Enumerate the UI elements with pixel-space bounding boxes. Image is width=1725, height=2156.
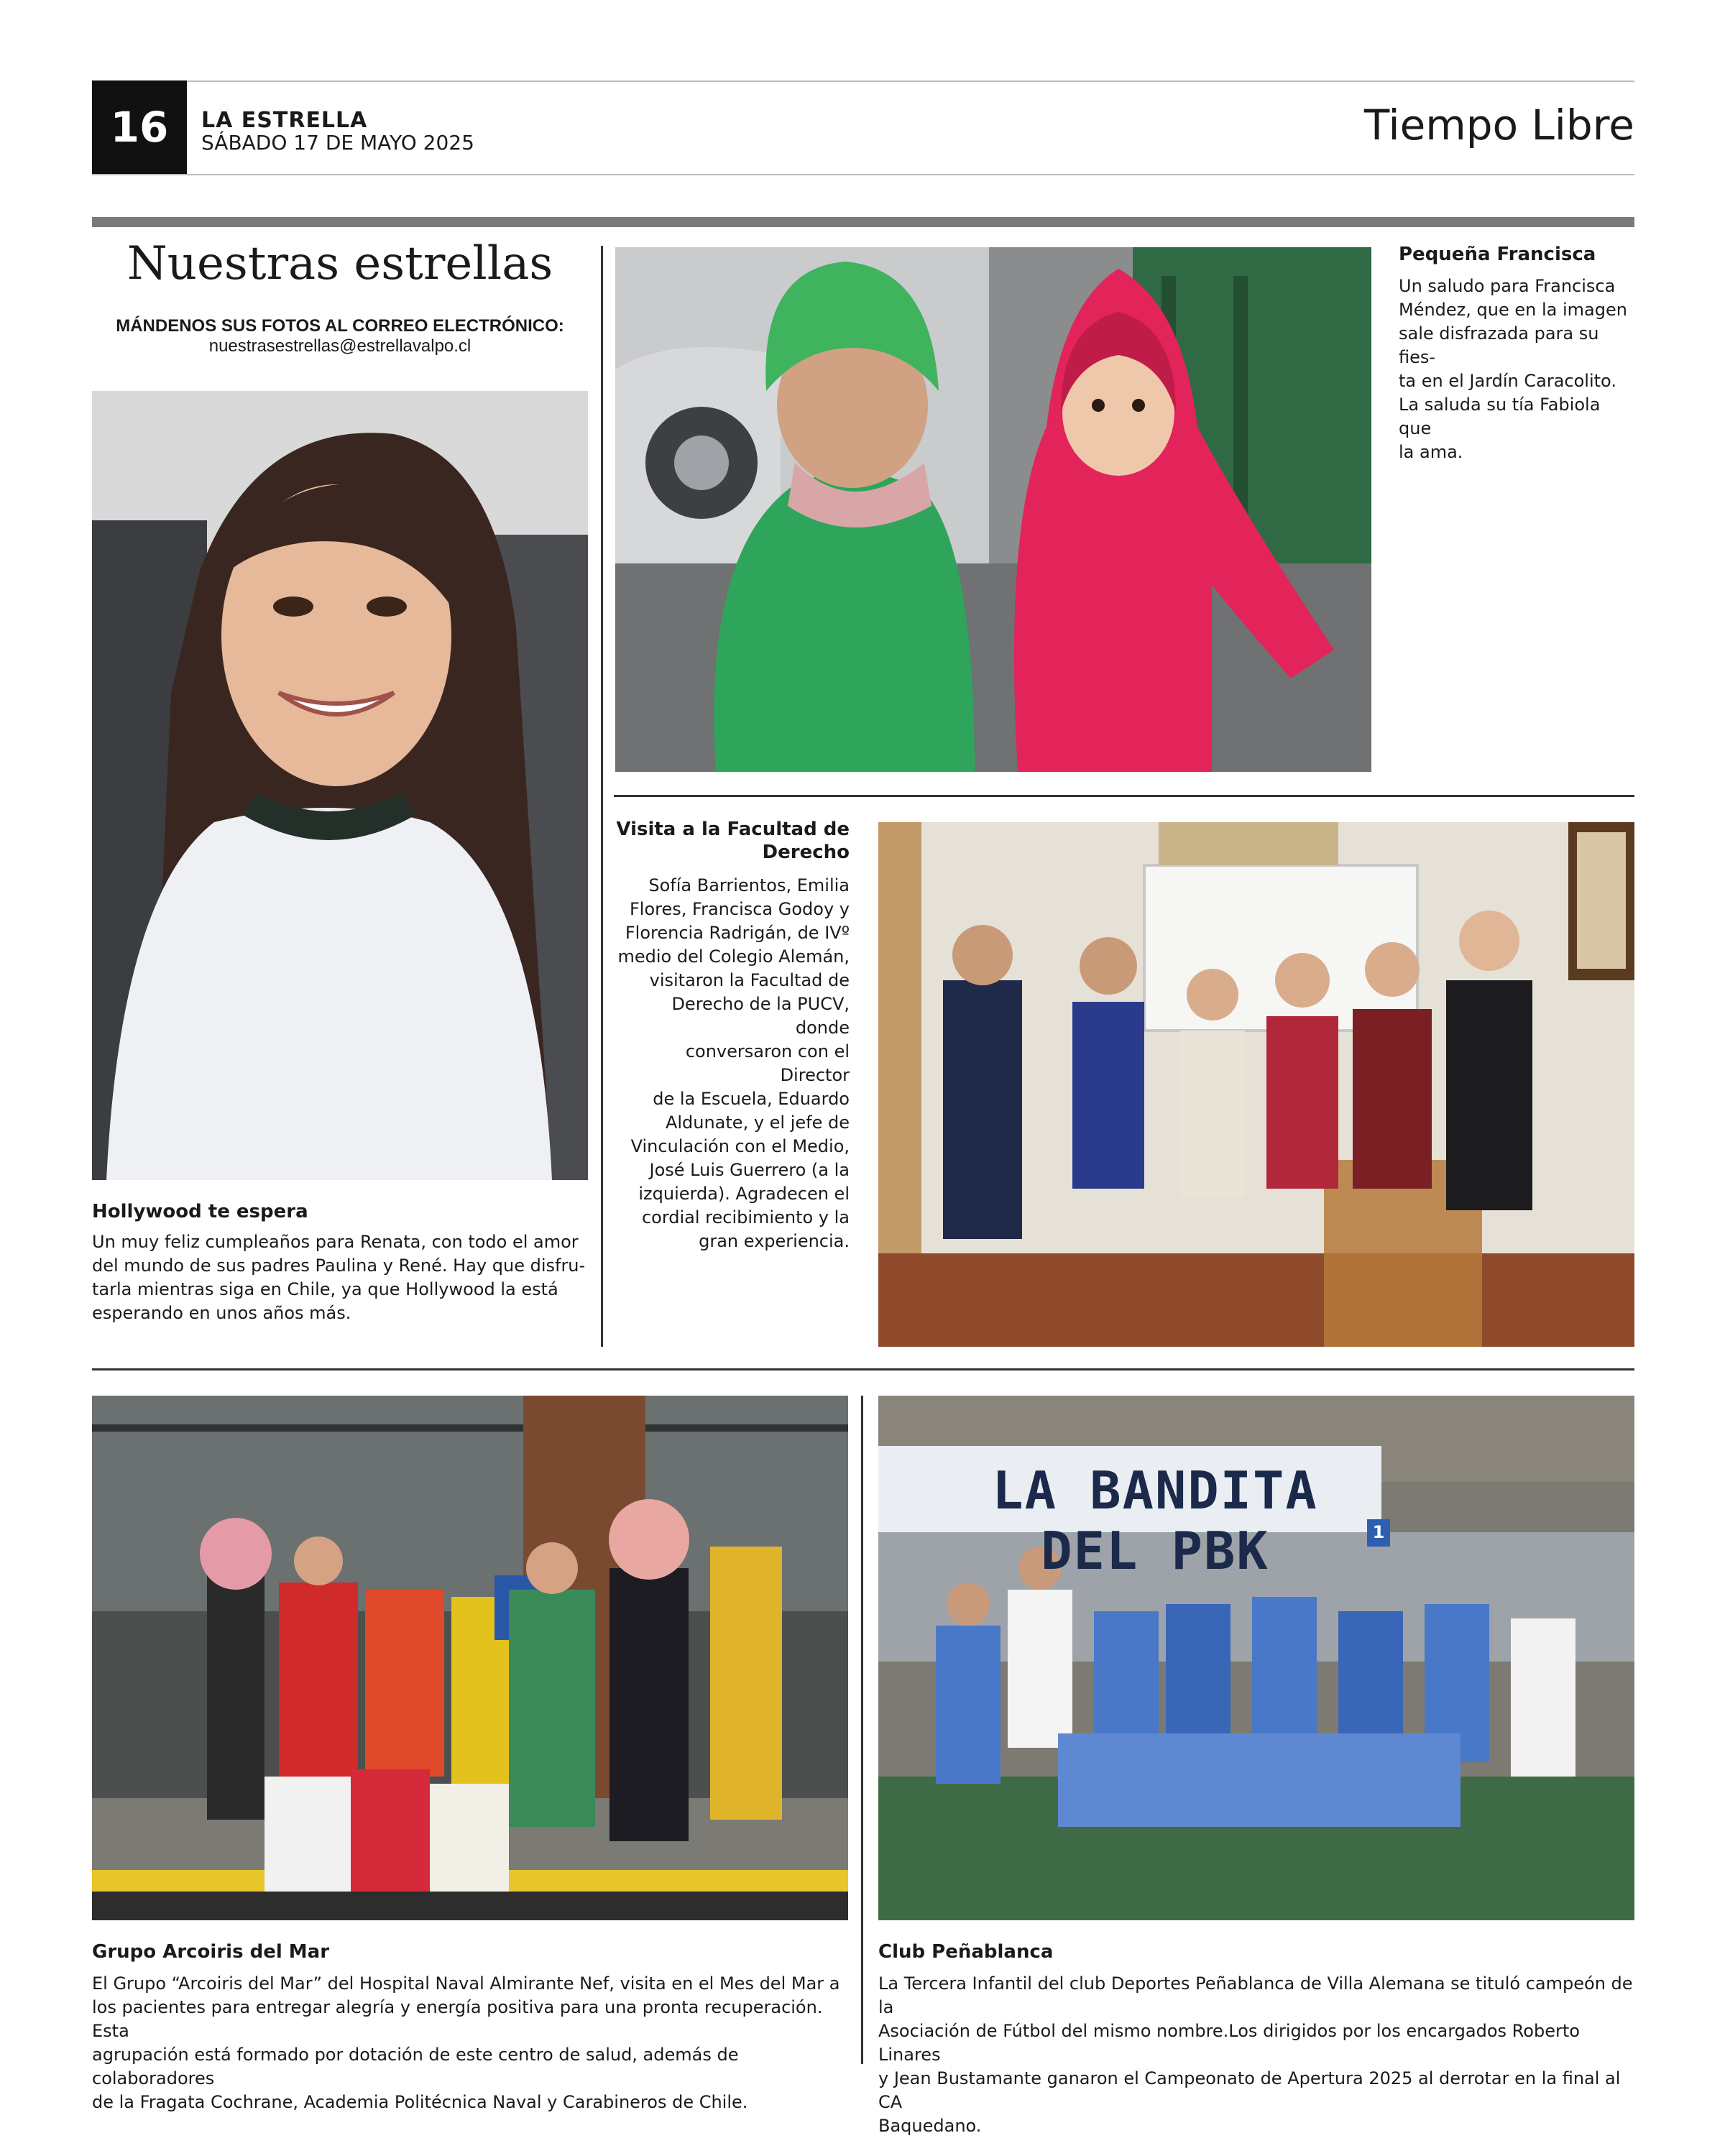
body-line: esperando en unos años más. <box>92 1303 351 1323</box>
body-line: Flores, Francisca Godoy y <box>630 899 850 919</box>
body-line: la ama. <box>1399 442 1463 462</box>
row-divider-middle <box>614 795 1634 797</box>
story-title-francisca: Pequeña Francisca <box>1399 244 1596 265</box>
header-top-rule <box>92 80 1634 82</box>
body-line: los pacientes para entregar alegría y energía positiva para una pronta recuperación. Esta <box>92 1997 823 2041</box>
body-line: José Luis Guerrero (a la <box>649 1160 850 1180</box>
body-line: Aldunate, y el jefe de <box>665 1112 850 1133</box>
page-number: 16 <box>92 80 187 174</box>
body-line: de la Fragata Cochrane, Academia Politécnica Naval y Carabineros de Chile. <box>92 2092 748 2112</box>
photo-penablanca <box>878 1396 1634 1920</box>
photo-arcoiris <box>92 1396 848 1920</box>
story-body-penablanca <box>878 1972 1640 2138</box>
row-divider-lower <box>92 1368 1634 1370</box>
submission-email[interactable]: nuestrasestrellas@estrellavalpo.cl <box>208 336 472 356</box>
story-title-penablanca: Club Peñablanca <box>878 1941 1054 1963</box>
body-line: Un saludo para Francisca <box>1399 276 1616 296</box>
body-line: izquierda). Agradecen el <box>638 1184 850 1204</box>
body-line: ta en el Jardín Caracolito. <box>1399 371 1616 391</box>
body-line: de la Escuela, Eduardo <box>653 1089 850 1109</box>
body-line: conversaron con el Director <box>685 1041 850 1085</box>
section-title: Tiempo Libre <box>1363 101 1634 149</box>
title-line: Derecho <box>762 842 850 863</box>
body-line: Sofía Barrientos, Emilia <box>648 875 850 895</box>
body-line: gran experiencia. <box>699 1231 850 1251</box>
body-line: El Grupo “Arcoiris del Mar” del Hospital Naval Almirante Nef, visita en el Mes del Mar a <box>92 1973 840 1994</box>
title-line: Visita a la Facultad de <box>616 819 850 840</box>
body-line: sale disfrazada para su fies- <box>1399 323 1599 367</box>
newspaper-name: LA ESTRELLA <box>201 108 368 133</box>
body-line: tarla mientras siga en Chile, ya que Hollywood la está <box>92 1279 558 1299</box>
story-body-renata <box>92 1230 588 1325</box>
column-divider-upper <box>601 246 603 1347</box>
section-bar <box>92 217 1634 227</box>
photo-facultad <box>878 822 1634 1347</box>
photo-francisca <box>615 247 1371 772</box>
body-line: La saluda su tía Fabiola que <box>1399 395 1601 438</box>
story-title-renata: Hollywood te espera <box>92 1201 308 1222</box>
body-line: Un muy feliz cumpleaños para Renata, con todo el amor <box>92 1232 579 1252</box>
story-body-arcoiris <box>92 1972 854 2114</box>
body-line: visitaron la Facultad de <box>649 970 850 990</box>
photo-renata <box>92 391 588 1180</box>
body-line: La Tercera Infantil del club Deportes Peñablanca de Villa Alemana se tituló campeón de la <box>878 1973 1633 2017</box>
column-title: Nuestras estrellas <box>126 237 553 290</box>
body-line: del mundo de sus padres Paulina y René. Hay que disfru- <box>92 1256 586 1276</box>
submission-label: MÁNDENOS SUS FOTOS AL CORREO ELECTRÓNICO: <box>116 316 564 336</box>
body-line: Méndez, que en la imagen <box>1399 300 1627 320</box>
body-line: Asociación de Fútbol del mismo nombre.Los dirigidos por los encargados Roberto Linares <box>878 2021 1580 2065</box>
body-line: agrupación está formado por dotación de este centro de salud, además de colaboradores <box>92 2045 739 2088</box>
body-line: Baquedano. <box>878 2116 982 2136</box>
column-divider-lower <box>861 1396 863 2064</box>
banner-text: LA BANDITA DEL PBK <box>992 1460 1318 1581</box>
body-line: medio del Colegio Alemán, <box>617 946 850 967</box>
stadium-sign-number: 1 <box>1372 1522 1385 1542</box>
body-line: Vinculación con el Medio, <box>630 1136 850 1156</box>
story-title-arcoiris: Grupo Arcoiris del Mar <box>92 1941 330 1963</box>
body-line: cordial recibimiento y la <box>641 1207 850 1227</box>
story-body-facultad <box>615 874 850 1253</box>
story-body-francisca <box>1399 275 1636 464</box>
body-line: y Jean Bustamante ganaron el Campeonato de Apertura 2025 al derrotar en la final al CA <box>878 2068 1621 2112</box>
header-bottom-rule <box>92 174 1634 175</box>
body-line: Derecho de la PUCV, donde <box>671 994 850 1038</box>
story-title-facultad <box>615 818 850 864</box>
body-line: Florencia Radrigán, de IVº <box>625 923 850 943</box>
edition-date: SÁBADO 17 DE MAYO 2025 <box>201 131 474 155</box>
